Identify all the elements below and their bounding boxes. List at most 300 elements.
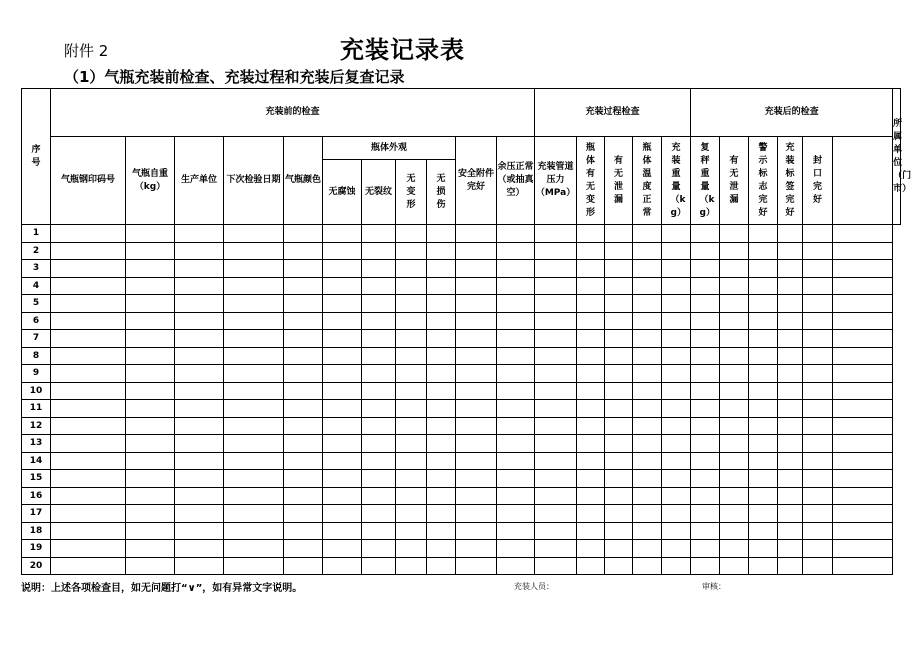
entry-cell[interactable] [833, 295, 893, 313]
entry-cell[interactable] [427, 505, 456, 523]
entry-cell[interactable] [577, 242, 605, 260]
entry-cell[interactable] [323, 242, 362, 260]
entry-cell[interactable] [833, 330, 893, 348]
entry-cell[interactable] [126, 382, 175, 400]
entry-cell[interactable] [427, 365, 456, 383]
entry-cell[interactable] [720, 487, 749, 505]
entry-cell[interactable] [51, 487, 126, 505]
entry-cell[interactable] [175, 330, 224, 348]
entry-cell[interactable] [778, 330, 803, 348]
entry-cell[interactable] [224, 277, 284, 295]
entry-cell[interactable] [662, 295, 691, 313]
entry-cell[interactable] [720, 522, 749, 540]
entry-cell[interactable] [833, 365, 893, 383]
entry-cell[interactable] [577, 505, 605, 523]
entry-cell[interactable] [284, 312, 323, 330]
entry-cell[interactable] [175, 435, 224, 453]
entry-cell[interactable] [126, 225, 175, 243]
entry-cell[interactable] [427, 470, 456, 488]
entry-cell[interactable] [284, 487, 323, 505]
entry-cell[interactable] [396, 295, 427, 313]
entry-cell[interactable] [577, 417, 605, 435]
entry-cell[interactable] [362, 382, 396, 400]
entry-cell[interactable] [749, 487, 778, 505]
entry-cell[interactable] [396, 347, 427, 365]
entry-cell[interactable] [633, 365, 662, 383]
entry-cell[interactable] [720, 312, 749, 330]
entry-cell[interactable] [662, 487, 691, 505]
entry-cell[interactable] [803, 452, 833, 470]
entry-cell[interactable] [605, 277, 633, 295]
entry-cell[interactable] [396, 382, 427, 400]
entry-cell[interactable] [662, 225, 691, 243]
entry-cell[interactable] [284, 347, 323, 365]
entry-cell[interactable] [51, 382, 126, 400]
entry-cell[interactable] [427, 277, 456, 295]
entry-cell[interactable] [323, 522, 362, 540]
entry-cell[interactable] [833, 382, 893, 400]
entry-cell[interactable] [396, 330, 427, 348]
entry-cell[interactable] [497, 312, 535, 330]
entry-cell[interactable] [126, 347, 175, 365]
entry-cell[interactable] [427, 382, 456, 400]
entry-cell[interactable] [803, 470, 833, 488]
entry-cell[interactable] [456, 557, 497, 575]
entry-cell[interactable] [456, 260, 497, 278]
entry-cell[interactable] [126, 470, 175, 488]
entry-cell[interactable] [362, 242, 396, 260]
entry-cell[interactable] [633, 225, 662, 243]
entry-cell[interactable] [456, 312, 497, 330]
entry-cell[interactable] [577, 540, 605, 558]
entry-cell[interactable] [362, 295, 396, 313]
entry-cell[interactable] [833, 540, 893, 558]
entry-cell[interactable] [396, 225, 427, 243]
entry-cell[interactable] [126, 295, 175, 313]
entry-cell[interactable] [833, 557, 893, 575]
entry-cell[interactable] [778, 540, 803, 558]
entry-cell[interactable] [749, 330, 778, 348]
entry-cell[interactable] [284, 365, 323, 383]
entry-cell[interactable] [323, 417, 362, 435]
entry-cell[interactable] [535, 400, 577, 418]
entry-cell[interactable] [577, 295, 605, 313]
entry-cell[interactable] [662, 417, 691, 435]
entry-cell[interactable] [224, 505, 284, 523]
entry-cell[interactable] [51, 365, 126, 383]
entry-cell[interactable] [126, 487, 175, 505]
entry-cell[interactable] [396, 487, 427, 505]
entry-cell[interactable] [126, 522, 175, 540]
entry-cell[interactable] [535, 470, 577, 488]
entry-cell[interactable] [662, 470, 691, 488]
entry-cell[interactable] [833, 487, 893, 505]
entry-cell[interactable] [175, 347, 224, 365]
entry-cell[interactable] [362, 277, 396, 295]
entry-cell[interactable] [51, 277, 126, 295]
entry-cell[interactable] [662, 435, 691, 453]
entry-cell[interactable] [362, 452, 396, 470]
entry-cell[interactable] [577, 487, 605, 505]
entry-cell[interactable] [535, 417, 577, 435]
entry-cell[interactable] [633, 347, 662, 365]
entry-cell[interactable] [778, 505, 803, 523]
entry-cell[interactable] [633, 312, 662, 330]
entry-cell[interactable] [175, 400, 224, 418]
entry-cell[interactable] [396, 277, 427, 295]
entry-cell[interactable] [833, 417, 893, 435]
entry-cell[interactable] [396, 242, 427, 260]
entry-cell[interactable] [535, 452, 577, 470]
entry-cell[interactable] [720, 242, 749, 260]
entry-cell[interactable] [662, 400, 691, 418]
entry-cell[interactable] [662, 540, 691, 558]
entry-cell[interactable] [720, 295, 749, 313]
entry-cell[interactable] [126, 400, 175, 418]
entry-cell[interactable] [577, 312, 605, 330]
entry-cell[interactable] [749, 382, 778, 400]
entry-cell[interactable] [662, 522, 691, 540]
entry-cell[interactable] [691, 470, 720, 488]
entry-cell[interactable] [778, 242, 803, 260]
entry-cell[interactable] [175, 452, 224, 470]
entry-cell[interactable] [833, 435, 893, 453]
entry-cell[interactable] [535, 435, 577, 453]
entry-cell[interactable] [497, 417, 535, 435]
entry-cell[interactable] [362, 522, 396, 540]
entry-cell[interactable] [691, 487, 720, 505]
entry-cell[interactable] [284, 242, 323, 260]
entry-cell[interactable] [224, 522, 284, 540]
entry-cell[interactable] [720, 540, 749, 558]
entry-cell[interactable] [605, 557, 633, 575]
entry-cell[interactable] [51, 260, 126, 278]
entry-cell[interactable] [691, 557, 720, 575]
entry-cell[interactable] [323, 312, 362, 330]
entry-cell[interactable] [605, 242, 633, 260]
entry-cell[interactable] [691, 260, 720, 278]
entry-cell[interactable] [749, 277, 778, 295]
entry-cell[interactable] [224, 557, 284, 575]
entry-cell[interactable] [51, 470, 126, 488]
entry-cell[interactable] [803, 540, 833, 558]
entry-cell[interactable] [749, 417, 778, 435]
entry-cell[interactable] [662, 452, 691, 470]
entry-cell[interactable] [284, 435, 323, 453]
entry-cell[interactable] [778, 522, 803, 540]
entry-cell[interactable] [284, 382, 323, 400]
entry-cell[interactable] [577, 557, 605, 575]
entry-cell[interactable] [633, 417, 662, 435]
entry-cell[interactable] [633, 505, 662, 523]
entry-cell[interactable] [396, 540, 427, 558]
entry-cell[interactable] [51, 347, 126, 365]
entry-cell[interactable] [427, 225, 456, 243]
entry-cell[interactable] [691, 312, 720, 330]
entry-cell[interactable] [691, 225, 720, 243]
entry-cell[interactable] [803, 295, 833, 313]
entry-cell[interactable] [396, 365, 427, 383]
entry-cell[interactable] [633, 522, 662, 540]
entry-cell[interactable] [175, 505, 224, 523]
entry-cell[interactable] [662, 505, 691, 523]
entry-cell[interactable] [456, 452, 497, 470]
entry-cell[interactable] [691, 417, 720, 435]
entry-cell[interactable] [803, 312, 833, 330]
entry-cell[interactable] [691, 400, 720, 418]
entry-cell[interactable] [803, 487, 833, 505]
entry-cell[interactable] [720, 277, 749, 295]
entry-cell[interactable] [456, 487, 497, 505]
entry-cell[interactable] [833, 347, 893, 365]
entry-cell[interactable] [456, 242, 497, 260]
entry-cell[interactable] [456, 435, 497, 453]
entry-cell[interactable] [323, 470, 362, 488]
entry-cell[interactable] [323, 435, 362, 453]
entry-cell[interactable] [633, 277, 662, 295]
entry-cell[interactable] [749, 347, 778, 365]
entry-cell[interactable] [662, 277, 691, 295]
entry-cell[interactable] [662, 312, 691, 330]
entry-cell[interactable] [323, 225, 362, 243]
entry-cell[interactable] [362, 557, 396, 575]
entry-cell[interactable] [577, 382, 605, 400]
entry-cell[interactable] [778, 435, 803, 453]
entry-cell[interactable] [691, 277, 720, 295]
entry-cell[interactable] [427, 540, 456, 558]
entry-cell[interactable] [749, 365, 778, 383]
entry-cell[interactable] [497, 522, 535, 540]
entry-cell[interactable] [803, 505, 833, 523]
entry-cell[interactable] [535, 312, 577, 330]
entry-cell[interactable] [778, 225, 803, 243]
entry-cell[interactable] [691, 347, 720, 365]
entry-cell[interactable] [497, 435, 535, 453]
entry-cell[interactable] [51, 522, 126, 540]
entry-cell[interactable] [778, 452, 803, 470]
entry-cell[interactable] [126, 452, 175, 470]
entry-cell[interactable] [126, 365, 175, 383]
entry-cell[interactable] [323, 365, 362, 383]
entry-cell[interactable] [427, 330, 456, 348]
entry-cell[interactable] [396, 452, 427, 470]
entry-cell[interactable] [535, 382, 577, 400]
entry-cell[interactable] [497, 540, 535, 558]
entry-cell[interactable] [51, 540, 126, 558]
entry-cell[interactable] [175, 557, 224, 575]
entry-cell[interactable] [535, 505, 577, 523]
entry-cell[interactable] [720, 330, 749, 348]
entry-cell[interactable] [224, 330, 284, 348]
entry-cell[interactable] [662, 557, 691, 575]
entry-cell[interactable] [497, 277, 535, 295]
entry-cell[interactable] [778, 487, 803, 505]
entry-cell[interactable] [396, 312, 427, 330]
entry-cell[interactable] [224, 400, 284, 418]
entry-cell[interactable] [833, 505, 893, 523]
entry-cell[interactable] [535, 295, 577, 313]
entry-cell[interactable] [224, 487, 284, 505]
entry-cell[interactable] [362, 487, 396, 505]
entry-cell[interactable] [175, 382, 224, 400]
entry-cell[interactable] [175, 312, 224, 330]
entry-cell[interactable] [175, 295, 224, 313]
entry-cell[interactable] [749, 400, 778, 418]
entry-cell[interactable] [362, 225, 396, 243]
entry-cell[interactable] [803, 400, 833, 418]
entry-cell[interactable] [720, 470, 749, 488]
entry-cell[interactable] [51, 557, 126, 575]
entry-cell[interactable] [284, 522, 323, 540]
entry-cell[interactable] [778, 400, 803, 418]
entry-cell[interactable] [803, 557, 833, 575]
entry-cell[interactable] [633, 260, 662, 278]
entry-cell[interactable] [633, 435, 662, 453]
entry-cell[interactable] [749, 557, 778, 575]
entry-cell[interactable] [803, 277, 833, 295]
entry-cell[interactable] [691, 505, 720, 523]
entry-cell[interactable] [323, 557, 362, 575]
entry-cell[interactable] [175, 365, 224, 383]
entry-cell[interactable] [126, 277, 175, 295]
entry-cell[interactable] [577, 400, 605, 418]
entry-cell[interactable] [51, 295, 126, 313]
entry-cell[interactable] [427, 417, 456, 435]
entry-cell[interactable] [633, 557, 662, 575]
entry-cell[interactable] [577, 260, 605, 278]
entry-cell[interactable] [605, 312, 633, 330]
entry-cell[interactable] [535, 260, 577, 278]
entry-cell[interactable] [224, 470, 284, 488]
entry-cell[interactable] [456, 540, 497, 558]
entry-cell[interactable] [833, 452, 893, 470]
entry-cell[interactable] [497, 295, 535, 313]
entry-cell[interactable] [691, 452, 720, 470]
entry-cell[interactable] [691, 522, 720, 540]
entry-cell[interactable] [803, 435, 833, 453]
entry-cell[interactable] [497, 242, 535, 260]
entry-cell[interactable] [323, 400, 362, 418]
entry-cell[interactable] [605, 382, 633, 400]
entry-cell[interactable] [224, 365, 284, 383]
entry-cell[interactable] [427, 557, 456, 575]
entry-cell[interactable] [605, 487, 633, 505]
entry-cell[interactable] [749, 522, 778, 540]
entry-cell[interactable] [691, 330, 720, 348]
entry-cell[interactable] [535, 242, 577, 260]
entry-cell[interactable] [175, 487, 224, 505]
entry-cell[interactable] [362, 260, 396, 278]
entry-cell[interactable] [497, 557, 535, 575]
entry-cell[interactable] [833, 260, 893, 278]
entry-cell[interactable] [749, 470, 778, 488]
entry-cell[interactable] [323, 260, 362, 278]
entry-cell[interactable] [605, 330, 633, 348]
entry-cell[interactable] [605, 260, 633, 278]
entry-cell[interactable] [175, 540, 224, 558]
entry-cell[interactable] [284, 417, 323, 435]
entry-cell[interactable] [456, 417, 497, 435]
entry-cell[interactable] [605, 400, 633, 418]
entry-cell[interactable] [633, 452, 662, 470]
entry-cell[interactable] [224, 347, 284, 365]
entry-cell[interactable] [778, 277, 803, 295]
entry-cell[interactable] [456, 470, 497, 488]
entry-cell[interactable] [749, 540, 778, 558]
entry-cell[interactable] [323, 347, 362, 365]
entry-cell[interactable] [577, 452, 605, 470]
entry-cell[interactable] [396, 260, 427, 278]
entry-cell[interactable] [778, 260, 803, 278]
entry-cell[interactable] [749, 435, 778, 453]
entry-cell[interactable] [833, 242, 893, 260]
entry-cell[interactable] [427, 347, 456, 365]
entry-cell[interactable] [456, 347, 497, 365]
entry-cell[interactable] [51, 417, 126, 435]
entry-cell[interactable] [833, 312, 893, 330]
entry-cell[interactable] [427, 312, 456, 330]
entry-cell[interactable] [362, 470, 396, 488]
entry-cell[interactable] [456, 330, 497, 348]
entry-cell[interactable] [126, 312, 175, 330]
entry-cell[interactable] [577, 470, 605, 488]
entry-cell[interactable] [633, 242, 662, 260]
entry-cell[interactable] [535, 540, 577, 558]
entry-cell[interactable] [691, 540, 720, 558]
entry-cell[interactable] [749, 295, 778, 313]
entry-cell[interactable] [720, 505, 749, 523]
entry-cell[interactable] [497, 382, 535, 400]
entry-cell[interactable] [497, 400, 535, 418]
entry-cell[interactable] [224, 435, 284, 453]
entry-cell[interactable] [427, 242, 456, 260]
entry-cell[interactable] [427, 295, 456, 313]
entry-cell[interactable] [175, 260, 224, 278]
entry-cell[interactable] [662, 365, 691, 383]
entry-cell[interactable] [633, 295, 662, 313]
entry-cell[interactable] [427, 452, 456, 470]
entry-cell[interactable] [605, 435, 633, 453]
entry-cell[interactable] [126, 417, 175, 435]
entry-cell[interactable] [662, 330, 691, 348]
entry-cell[interactable] [323, 382, 362, 400]
entry-cell[interactable] [456, 505, 497, 523]
entry-cell[interactable] [720, 400, 749, 418]
entry-cell[interactable] [803, 365, 833, 383]
entry-cell[interactable] [803, 382, 833, 400]
entry-cell[interactable] [691, 295, 720, 313]
entry-cell[interactable] [427, 522, 456, 540]
entry-cell[interactable] [833, 400, 893, 418]
entry-cell[interactable] [720, 417, 749, 435]
entry-cell[interactable] [497, 505, 535, 523]
entry-cell[interactable] [778, 382, 803, 400]
entry-cell[interactable] [284, 470, 323, 488]
entry-cell[interactable] [497, 260, 535, 278]
entry-cell[interactable] [720, 382, 749, 400]
entry-cell[interactable] [691, 435, 720, 453]
entry-cell[interactable] [362, 312, 396, 330]
entry-cell[interactable] [396, 435, 427, 453]
entry-cell[interactable] [284, 225, 323, 243]
entry-cell[interactable] [535, 522, 577, 540]
entry-cell[interactable] [456, 225, 497, 243]
entry-cell[interactable] [224, 452, 284, 470]
entry-cell[interactable] [749, 312, 778, 330]
entry-cell[interactable] [497, 452, 535, 470]
entry-cell[interactable] [605, 295, 633, 313]
entry-cell[interactable] [497, 347, 535, 365]
